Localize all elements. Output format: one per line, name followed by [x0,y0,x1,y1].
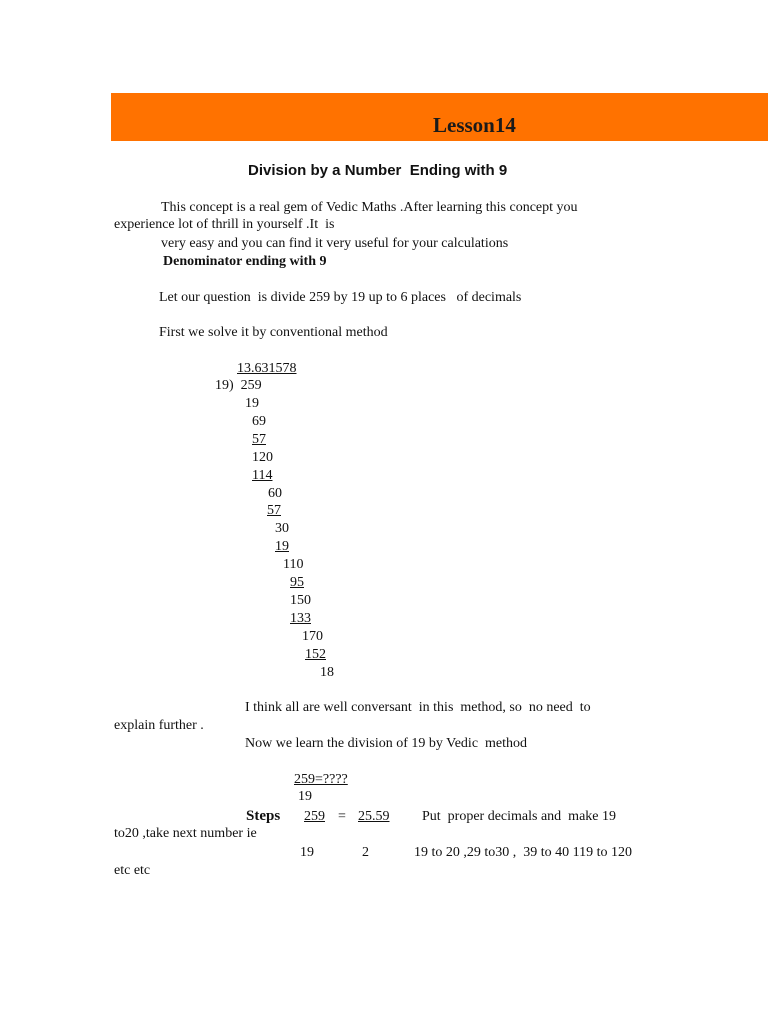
section-heading: Denominator ending with 9 [163,254,327,269]
conventional-intro: First we solve it by conventional method [159,325,388,340]
vedic-instruction: Put proper decimals and make 19 [422,809,617,824]
steps-label: Steps [246,808,281,824]
vedic-denominator: 19 [300,845,314,860]
vedic-rounding: 19 to 20 ,29 to30 , 39 to 40 119 to 120 [414,845,633,860]
fraction-top: 259=???? [294,772,348,787]
division-step: 30 [275,521,289,536]
conclusion-line-3: Now we learn the division of 19 by Vedic method [245,736,528,751]
division-remainder: 18 [320,665,334,680]
division-step: 60 [268,486,282,501]
conclusion-line-2: explain further . [114,718,204,733]
division-step: 95 [290,575,304,590]
division-step: 19 [245,396,259,411]
quotient: 13.631578 [237,361,297,376]
question-text: Let our question is divide 259 by 19 up to 6 places of decimals [159,290,522,305]
conclusion-line-1: I think all are well conversant in this method, so no need to [245,700,591,715]
fraction-bottom: 19 [298,789,312,804]
vedic-new-divisor: 2 [362,845,369,860]
division-step: 110 [283,557,304,572]
lesson-title: Lesson14 [433,113,516,137]
vedic-line-4: etc etc [114,863,151,878]
vedic-numerator: 259 [304,809,325,824]
division-step: 170 [302,629,323,644]
division-step: 152 [305,647,326,662]
vedic-line-2: to20 ,take next number ie [114,826,257,841]
divisor-dividend: 19) 259 [215,378,262,393]
intro-line-1: This concept is a real gem of Vedic Maths .After learning this concept you [161,200,578,215]
division-step: 57 [267,503,281,518]
vedic-result: 25.59 [358,809,390,824]
division-step: 57 [252,432,266,447]
division-step: 133 [290,611,311,626]
intro-line-2: experience lot of thrill in yourself .It is [114,217,335,232]
division-step: 150 [290,593,311,608]
division-step: 19 [275,539,289,554]
page-subtitle: Division by a Number Ending with 9 [248,162,508,179]
vedic-equals: = [338,809,346,824]
division-step: 114 [252,468,273,483]
division-step: 69 [252,414,266,429]
division-step: 120 [252,450,273,465]
intro-line-3: very easy and you can find it very useful for your calculations [161,236,509,251]
